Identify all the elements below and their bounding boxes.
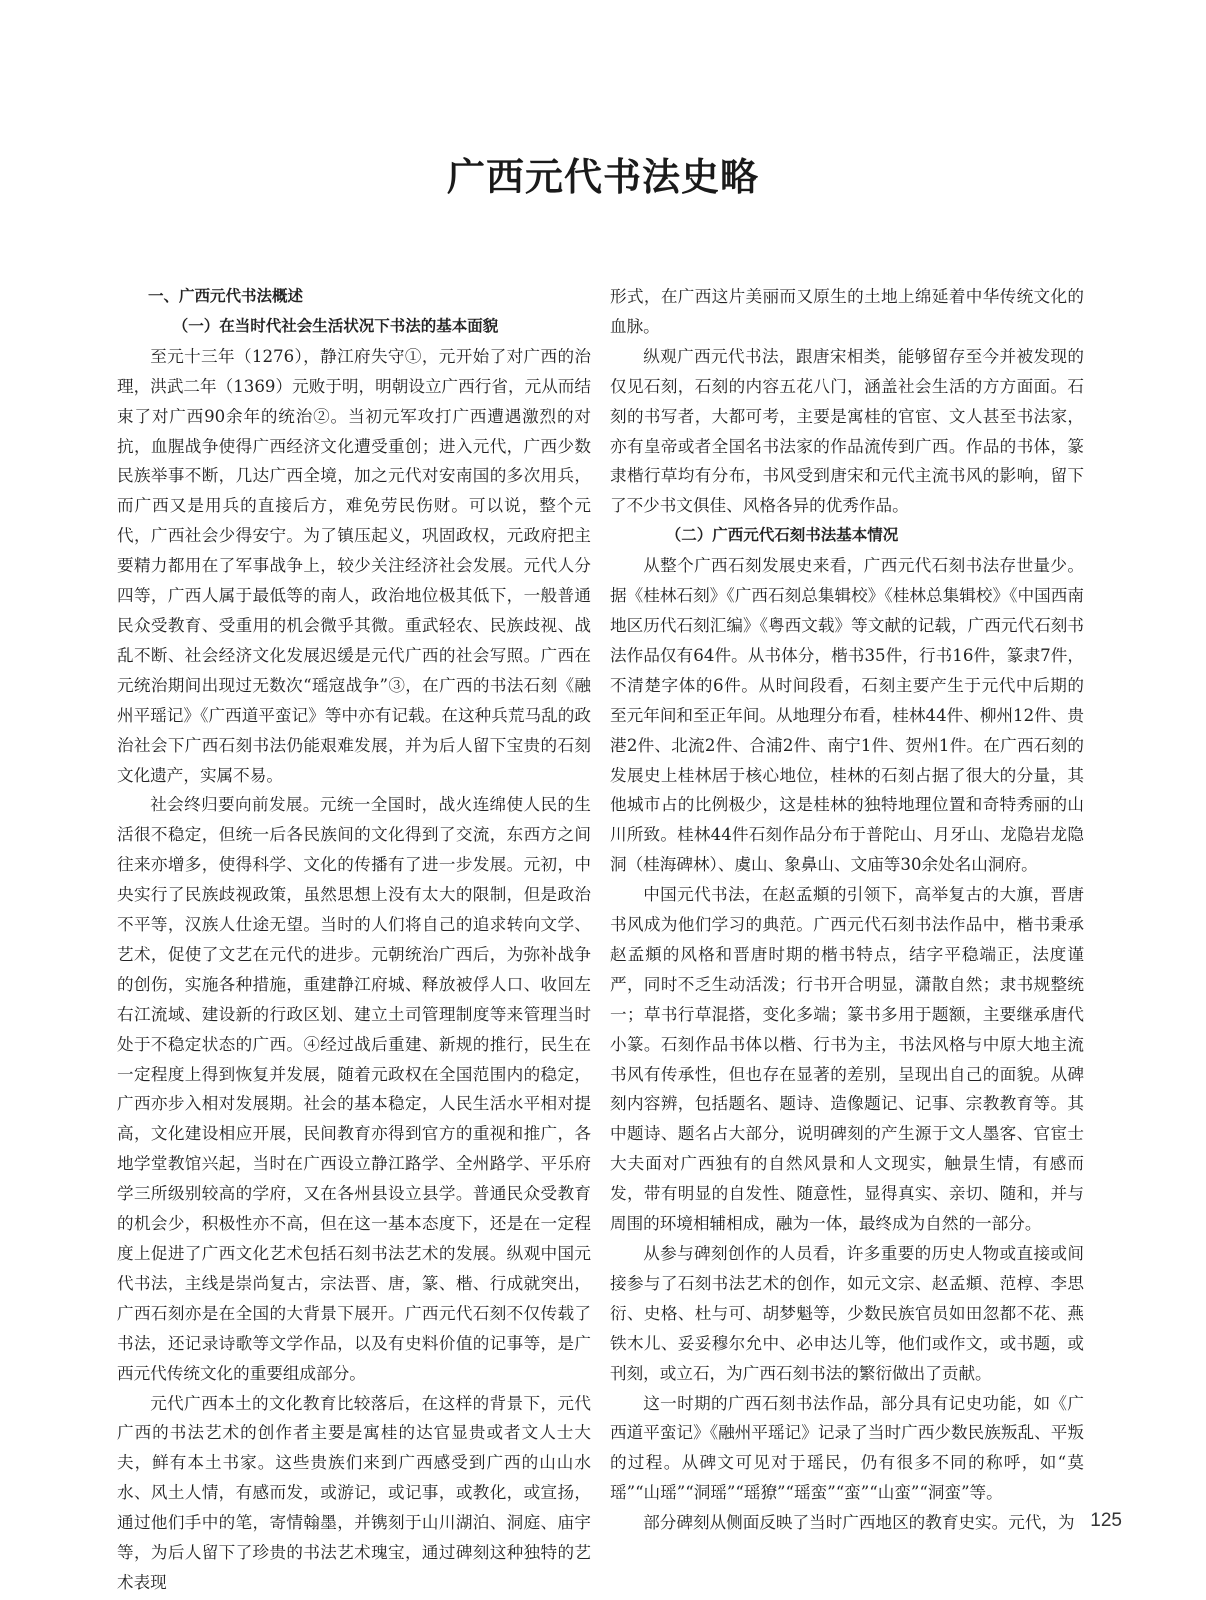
paragraph-continuation: 形式，在广西这片美丽而又原生的土地上绵延着中华传统文化的血脉。: [610, 287, 1084, 336]
paragraph: 社会终归要向前发展。元统一全国时，战火连绵使人民的生活很不稳定，但统一后各民族间的文化得到了交流，东西方之间往来亦增多，使得科学、文化的传播有了进一步发展。元初，中央实行了民族歧视政策，虽然思想上没有太大的限制，但是政治不平等，汉族人仕途无望。当时的人们将自己的追求转向文学、艺术，促使了文艺在元代的进步。元朝统治广西后，为弥补战争的创伤，实施各种措施，重建静江府城、释放被俘人口、收回左右江流域、建设新的行政区划、建立土司管理制度等来管理当时处于不稳定状态的广西。④经过战后重建、新规的推行，民生在一定程度上得到恢复并发展，随着元政权在全国范围内的稳定，广西亦步入相对发展期。社会的基本稳定，人民生活水平相对提高，文化建设相应开展，民间教育亦得到官方的重视和推广，各地学堂教馆兴起，当时在广西设立静江路学、全州路学、平乐府学三所级别较高的学府，又在各州县设立县学。普通民众受教育的机会少，积极性亦不高，但在这一基本态度下，还是在一定程度上促进了广西文化艺术包括石刻书法艺术的发展。纵观中国元代书法，主线是崇尚复古，宗法晋、唐，篆、楷、行成就突出，广西石刻亦是在全国的大背景下展开。广西元代石刻不仅传载了书法，还记录诗歌等文学作品，以及有史料价值的记事等，是广西元代传统文化的重要组成部分。: [117, 795, 591, 1383]
left-column: [117, 282, 591, 1598]
right-column: [610, 282, 1084, 1538]
paragraph: 部分碑刻从侧面反映了当时广西地区的教育史实。元代，为: [643, 1513, 1075, 1533]
article-title: 广西元代书法史略: [446, 155, 759, 199]
page-number: 125: [1090, 1510, 1122, 1531]
subsection-heading-1: （一）在当时代社会生活状况下书法的基本面貌: [172, 316, 499, 335]
paragraph: 元代广西本土的文化教育比较落后，在这样的背景下，元代广西的书法艺术的创作者主要是寓桂的达官显贵或者文人士大夫，鲜有本土书家。这些贵族们来到广西感受到广西的山山水水、风土人情，有感而发，或游记，或记事，或教化，或宣扬，通过他们手中的笔，寄情翰墨，并镌刻于山川湖泊、洞庭、庙宇等，为后人留下了珍贵的书法艺术瑰宝，通过碑刻这种独特的艺术表现: [117, 1393, 591, 1592]
subsection-heading-2: （二）广西元代石刻书法基本情况: [665, 526, 899, 545]
paragraph: 至元十三年（1276），静江府失守①，元开始了对广西的治理，洪武二年（1369）元败于明，明朝设立广西行省，元从而结束了对广西90余年的统治②。当初元军攻打广西遭遇激烈的对抗，血腥战争使得广西经济文化遭受重创；进入元代，广西少数民族举事不断，几达广西全境，加之元代对安南国的多次用兵，而广西又是用兵的直接后方，难免劳民伤财。可以说，整个元代，广西社会少得安宁。为了镇压起义，巩固政权，元政府把主要精力都用在了军事战争上，较少关注经济社会发展。元代人分四等，广西人属于最低等的南人，政治地位极其低下，一般普通民众受教育、受重用的机会微乎其微。重武轻农、民族歧视、战乱不断、社会经济文化发展迟缓是元代广西的社会写照。广西在元统治期间出现过无数次“瑶寇战争”③，在广西的书法石刻《融州平瑶记》《广西道平蛮记》等中亦有记载。在这种兵荒马乱的政治社会下广西石刻书法仍能艰难发展，并为后人留下宝贵的石刻文化遗产，实属不易。: [117, 346, 591, 785]
paragraph: 中国元代书法，在赵孟頫的引领下，高举复古的大旗，晋唐书风成为他们学习的典范。广西元代石刻书法作品中，楷书秉承赵孟頫的风格和晋唐时期的楷书特点，结字平稳端正，法度谨严，同时不乏生动活泼；行书开合明显，潇散自然；隶书规整统一；草书行草混搭，变化多端；篆书多用于题额，主要继承唐代小篆。石刻作品书体以楷、行书为主，书法风格与中原大地主流书风有传承性，但也存在显著的差别，呈现出自己的面貌。从碑刻内容辨，包括题名、题诗、造像题记、记事、宗教教育等。其中题诗、题名占大部分，说明碑刻的产生源于文人墨客、官宦士大夫面对广西独有的自然风景和人文现实，触景生情，有感而发，带有明显的自发性、随意性，显得真实、亲切、随和，并与周围的环境相辅相成，融为一体，最终成为自然的一部分。: [610, 885, 1084, 1234]
paragraph: 纵观广西元代书法，跟唐宋相类，能够留存至今并被发现的仅见石刻，石刻的内容五花八门，涵盖社会生活的方方面面。石刻的书写者，大都可考，主要是寓桂的官宦、文人甚至书法家，亦有皇帝或者全国名书法家的作品流传到广西。作品的书体，篆隶楷行草均有分布，书风受到唐宋和元代主流书风的影响，留下了不少书文俱佳、风格各异的优秀作品。: [610, 346, 1084, 516]
paragraph: 这一时期的广西石刻书法作品，部分具有记史功能，如《广西道平蛮记》《融州平瑶记》记录了当时广西少数民族叛乱、平叛的过程。从碑文可见对于瑶民，仍有很多不同的称呼，如“莫瑶”“山瑶”“洞瑶”“瑶獠”“瑶蛮”“蛮”“山蛮”“洞蛮”等。: [610, 1393, 1084, 1503]
section-heading: 一、广西元代书法概述: [148, 287, 304, 305]
paragraph: 从参与碑刻创作的人员看，许多重要的历史人物或直接或间接参与了石刻书法艺术的创作，如元文宗、赵孟頫、范椁、李思衍、史格、杜与可、胡梦魁等，少数民族官员如田忽都不花、燕铁木儿、妥妥穆尔允中、必申达儿等，他们或作文，或书题，或刊刻，或立石，为广西石刻书法的繁衍做出了贡献。: [610, 1244, 1084, 1383]
paragraph: 从整个广西石刻发展史来看，广西元代石刻书法存世量少。据《桂林石刻》《广西石刻总集辑校》《桂林总集辑校》《中国西南地区历代石刻汇编》《粤西文载》等文献的记载，广西元代石刻书法作品仅有64件。从书体分，楷书35件，行书16件，篆隶7件，不清楚字体的6件。从时间段看，石刻主要产生于元代中后期的至元年间和至正年间。从地理分布看，桂林44件、柳州12件、贵港2件、北流2件、合浦2件、南宁1件、贺州1件。在广西石刻的发展史上桂林居于核心地位，桂林的石刻占据了很大的分量，其他城市占的比例极少，这是桂林的独特地理位置和奇特秀丽的山川所致。桂林44件石刻作品分布于普陀山、月牙山、龙隐岩龙隐洞（桂海碑林）、虞山、象鼻山、文庙等30余处名山洞府。: [610, 556, 1084, 875]
